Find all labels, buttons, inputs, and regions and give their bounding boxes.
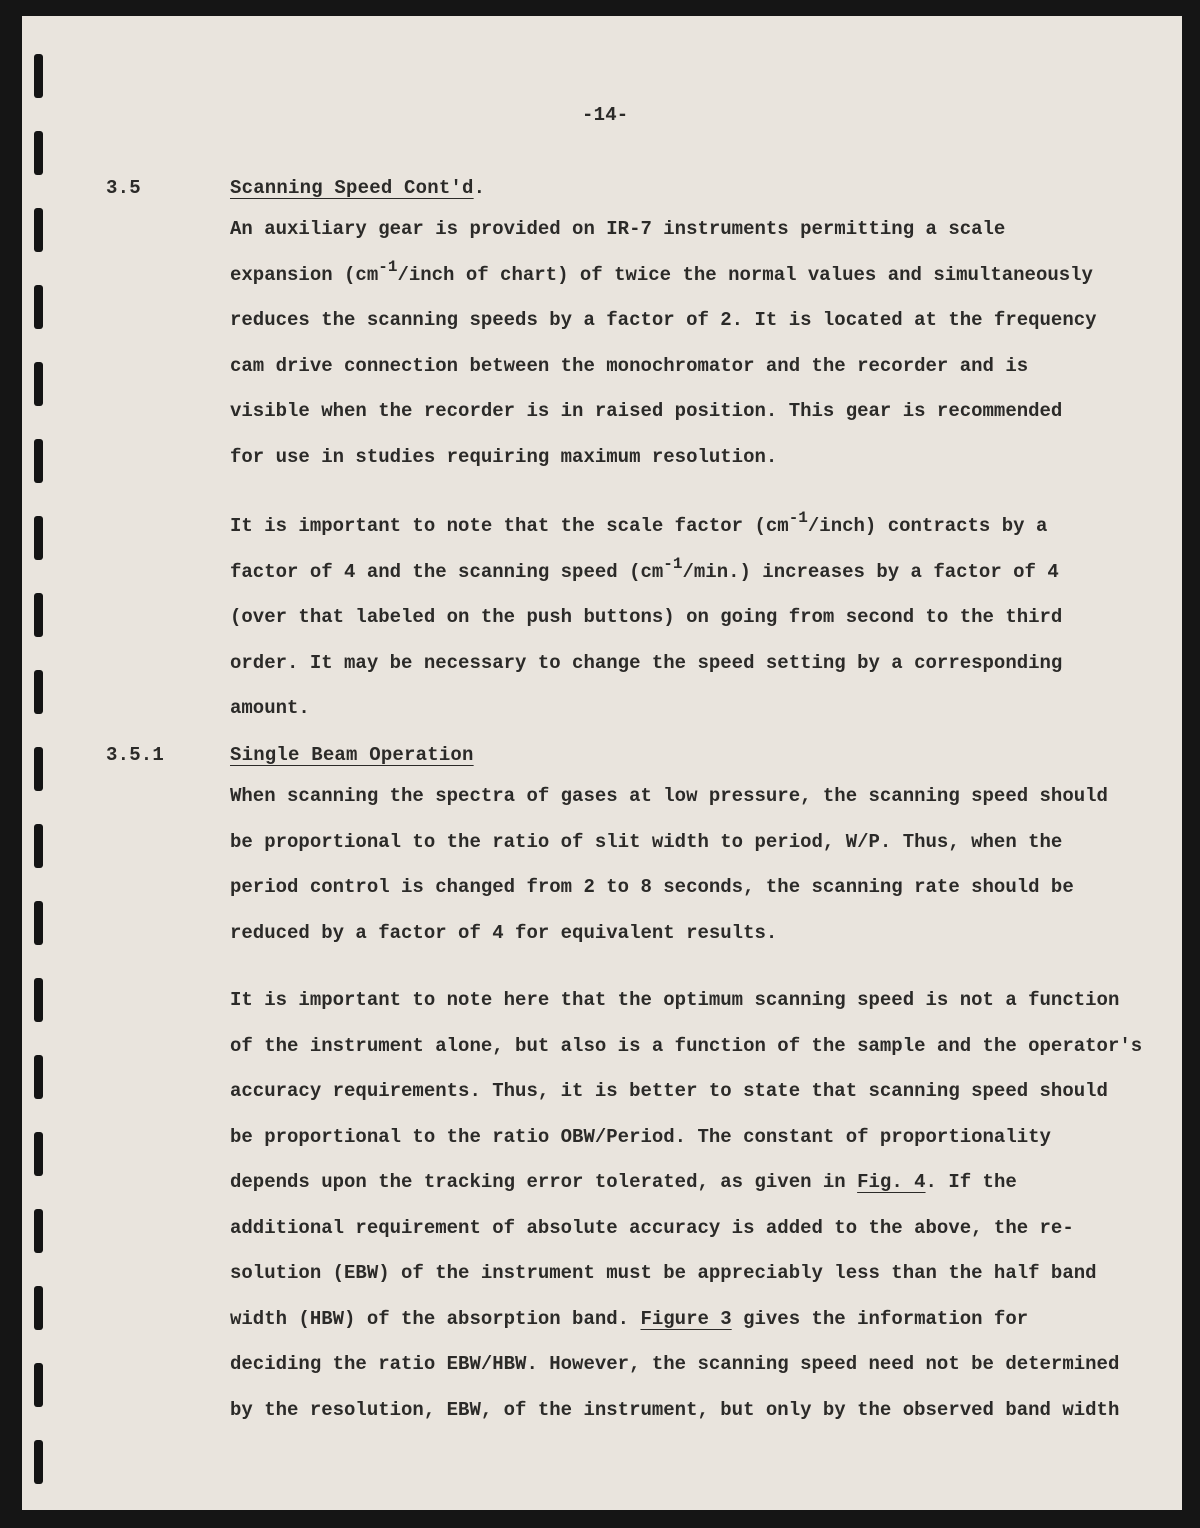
- text-line: of the instrument alone, but also is a function of the sample and the operator's: [230, 1034, 1143, 1057]
- binding-hole: [34, 670, 43, 714]
- binding-hole: [34, 285, 43, 329]
- text-run: width (HBW) of the absorption band.: [230, 1307, 641, 1330]
- text-line: reduces the scanning speeds by a factor of 2. It is located at the frequency: [230, 309, 1097, 331]
- text-line: [230, 550, 1062, 596]
- paragraph-3-5-a: [230, 207, 1097, 480]
- binding-holes: [34, 54, 44, 1494]
- binding-hole: [34, 747, 43, 791]
- binding-hole: [34, 978, 43, 1022]
- text-line: be proportional to the ratio OBW/Period. The constant of proportionality: [230, 1125, 1051, 1148]
- section-heading-3-5: [230, 177, 485, 199]
- document-page: [22, 16, 1182, 1510]
- text-line: order. It may be necessary to change the speed setting by a corresponding: [230, 651, 1063, 674]
- text-run: /inch) contracts by a: [807, 515, 1048, 537]
- text-run: gives the information for: [731, 1307, 1029, 1330]
- paragraph-3-5-1-b: [230, 978, 1142, 1433]
- text-line: be proportional to the ratio of slit width to period, W/P. Thus, when the: [230, 830, 1063, 853]
- binding-hole: [34, 516, 43, 560]
- section-heading-3-5-1: Single Beam Operation: [230, 744, 474, 766]
- text-line: deciding the ratio EBW/HBW. However, the scanning speed need not be determined: [230, 1353, 1120, 1375]
- binding-hole: [34, 131, 43, 175]
- section-heading-text: Scanning Speed Cont'd: [230, 177, 474, 199]
- binding-hole: [34, 54, 43, 98]
- binding-hole: [34, 1440, 43, 1484]
- text-line: [230, 1160, 1142, 1206]
- page-number: -14-: [582, 104, 629, 126]
- binding-hole: [34, 208, 43, 252]
- binding-hole: [34, 1055, 43, 1099]
- text-line: [230, 504, 1062, 550]
- text-line: accuracy requirements. Thus, it is better to state that scanning speed should: [230, 1080, 1108, 1102]
- text-run: /inch of chart) of twice the normal values and simultaneously: [397, 263, 1093, 286]
- text-line: [230, 1297, 1142, 1343]
- text-line: for use in studies requiring maximum resolution.: [230, 445, 778, 468]
- section-number-3-5: 3.5: [106, 177, 141, 199]
- superscript: -1: [788, 509, 808, 527]
- binding-hole: [34, 1132, 43, 1176]
- paragraph-3-5-1-a: [230, 774, 1108, 956]
- figure-3-reference: Figure 3: [640, 1307, 732, 1330]
- text-line: When scanning the spectra of gases at low pressure, the scanning speed should: [230, 785, 1108, 807]
- text-run: /min.) increases by a factor of 4: [682, 560, 1059, 583]
- text-line: reduced by a factor of 4 for equivalent results.: [230, 921, 778, 944]
- figure-4-reference: Fig. 4: [857, 1171, 926, 1193]
- text-run: . If the: [925, 1171, 1017, 1193]
- binding-hole: [34, 1209, 43, 1253]
- text-run: expansion (cm: [230, 263, 379, 286]
- section-number-3-5-1: 3.5.1: [106, 744, 165, 766]
- text-line: visible when the recorder is in raised position. This gear is recommended: [230, 400, 1063, 422]
- binding-hole: [34, 824, 43, 868]
- heading-period: .: [473, 177, 486, 199]
- text-line: cam drive connection between the monochromator and the recorder and is: [230, 354, 1029, 377]
- paragraph-3-5-b: [230, 504, 1062, 732]
- binding-hole: [34, 593, 43, 637]
- superscript: -1: [663, 554, 683, 573]
- binding-hole: [34, 439, 43, 483]
- binding-hole: [34, 1363, 43, 1407]
- text-line: It is important to note here that the optimum scanning speed is not a function: [230, 989, 1120, 1011]
- text-line: amount.: [230, 697, 310, 719]
- text-run: factor of 4 and the scanning speed (cm: [230, 560, 664, 583]
- binding-hole: [34, 362, 43, 406]
- text-line: An auxiliary gear is provided on IR-7 instruments permitting a scale: [230, 218, 1006, 240]
- binding-hole: [34, 901, 43, 945]
- text-run: depends upon the tracking error tolerated, as given in: [230, 1171, 858, 1193]
- superscript: -1: [378, 257, 398, 276]
- text-line: [230, 253, 1097, 299]
- text-line: additional requirement of absolute accuracy is added to the above, the re-: [230, 1216, 1074, 1239]
- text-run: It is important to note that the scale factor (cm: [230, 515, 789, 537]
- text-line: solution (EBW) of the instrument must be appreciably less than the half band: [230, 1262, 1097, 1284]
- text-line: period control is changed from 2 to 8 seconds, the scanning rate should be: [230, 876, 1074, 898]
- text-line: (over that labeled on the push buttons) on going from second to the third: [230, 606, 1063, 628]
- text-line: by the resolution, EBW, of the instrument, but only by the observed band width: [230, 1398, 1120, 1421]
- binding-hole: [34, 1286, 43, 1330]
